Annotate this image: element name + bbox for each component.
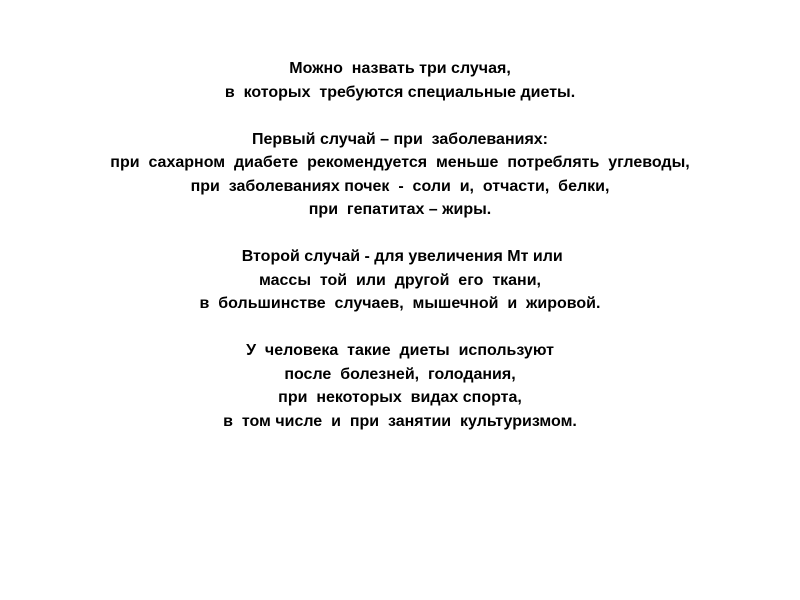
blank-line — [0, 316, 800, 340]
text-line: при некоторых видах спорта, — [278, 389, 522, 406]
text-line: после болезней, голодания, — [284, 365, 516, 383]
text-line: Первый случай – при заболеваниях: — [251, 130, 548, 148]
text-line: в которых требуются специальные диеты. — [224, 83, 576, 101]
blank-line — [0, 104, 800, 128]
text-line: в том числе и при занятии культуризмом. — [223, 412, 577, 430]
text-line: при гепатитах – жиры. — [308, 201, 492, 218]
blank-line — [0, 222, 800, 246]
text-line: в большинстве случаев, мышечной и жировой. — [199, 295, 601, 312]
text-line: при заболеваниях почек - соли и, отчасти, белки, — [190, 177, 610, 195]
text-line: Второй случай - для увеличения Мт или — [237, 248, 563, 265]
text-line: Можно назвать три случая, — [289, 60, 511, 77]
slide-text-block — [0, 57, 800, 433]
text-line: У человека такие диеты используют — [246, 342, 554, 359]
text-line: при сахарном диабете рекомендуется меньше потреблять углеводы, — [110, 154, 690, 171]
text-line: массы той или другой его ткани, — [259, 271, 541, 289]
